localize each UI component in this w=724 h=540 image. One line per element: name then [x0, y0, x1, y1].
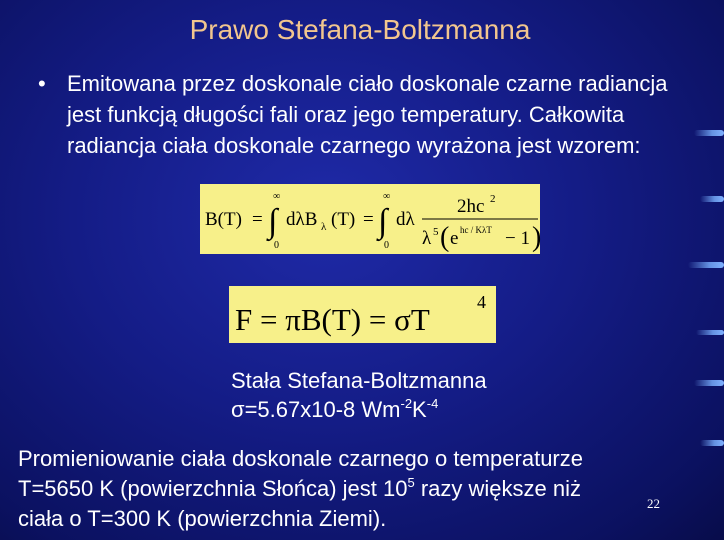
formula1-e-exp: hc / KλT — [460, 225, 492, 235]
formula-sb-svg — [229, 286, 496, 343]
bullet-symbol: • — [38, 71, 46, 96]
svg-text:(: ( — [440, 222, 450, 253]
formula1-integrand1: dλB — [286, 209, 318, 230]
constant-value: =5.67x10-8 Wm — [244, 397, 401, 422]
formula2-exp: 4 — [477, 292, 486, 312]
formula1-lambda-exp: 5 — [433, 226, 439, 238]
integral-sign: ∫ — [268, 203, 278, 240]
comparison-paragraph — [18, 444, 648, 534]
slide-number: 22 — [647, 496, 660, 511]
k-exponent: -4 — [426, 396, 439, 411]
formula1-lambda-base: λ — [422, 228, 432, 249]
slide-title: Prawo Stefana-Boltzmanna — [189, 14, 531, 45]
formula1-int2-lower: 0 — [384, 240, 389, 251]
formula1-num-exp: 2 — [490, 193, 496, 205]
formula1-numerator: 2hc — [457, 196, 485, 217]
constant-value-line — [231, 395, 487, 424]
formula1-e-base: e — [450, 228, 459, 249]
decor-streak — [694, 380, 724, 386]
formula1-minus-one: − 1 — [505, 228, 530, 249]
formula-radiance-svg — [200, 184, 540, 254]
bullet-text: Emitowana przez doskonale ciało doskonale czarne radiancja jest funkcją długości fali oraz jego temperatury. Całkowita radiancja ciała doskonale czarnego wyrażona jest wzorem: — [67, 71, 668, 158]
wm-exponent: -2 — [400, 396, 413, 411]
formula1-int1-lower: 0 — [274, 240, 279, 251]
formula1-int2-upper: ∞ — [383, 191, 391, 202]
bullet-item — [38, 68, 698, 161]
formula1-integrand2: dλ — [396, 209, 415, 230]
sigma-symbol: σ — [231, 397, 245, 422]
decor-streak — [694, 130, 724, 136]
formula1-arg: (T) — [331, 209, 356, 230]
constant-label: Stała Stefana-Boltzmanna — [231, 368, 487, 393]
comparison-line-2 — [18, 474, 648, 504]
comparison-line-2a: T=5650 K (powierzchnia Słońca) jest 10 — [18, 476, 408, 501]
decor-streak — [700, 196, 724, 202]
formula1-lhs: B(T) — [205, 209, 242, 230]
comparison-line-3: ciała o T=300 K (powierzchnia Ziemi). — [18, 506, 387, 531]
svg-text:=: = — [363, 209, 374, 230]
comparison-line-1: Promieniowanie ciała doskonale czarnego o temperaturze — [18, 446, 583, 471]
integral-sign: ∫ — [378, 203, 388, 240]
decor-streak — [688, 262, 724, 268]
formula2-text: F = πB(T) = σT — [235, 302, 430, 337]
svg-text:): ) — [532, 222, 542, 253]
formula1-sub-lambda: λ — [321, 221, 327, 233]
formula-radiance-integral — [200, 184, 540, 254]
decor-streak — [700, 440, 724, 446]
decor-streak — [696, 330, 724, 335]
formula-stefan-boltzmann — [229, 286, 496, 343]
power-exponent: 5 — [407, 475, 415, 490]
comparison-line-2b: razy większe niż — [414, 476, 582, 501]
formula1-int1-upper: ∞ — [273, 191, 281, 202]
kelvin-symbol: K — [412, 397, 427, 422]
svg-text:=: = — [252, 209, 263, 230]
constant-block — [231, 366, 487, 424]
